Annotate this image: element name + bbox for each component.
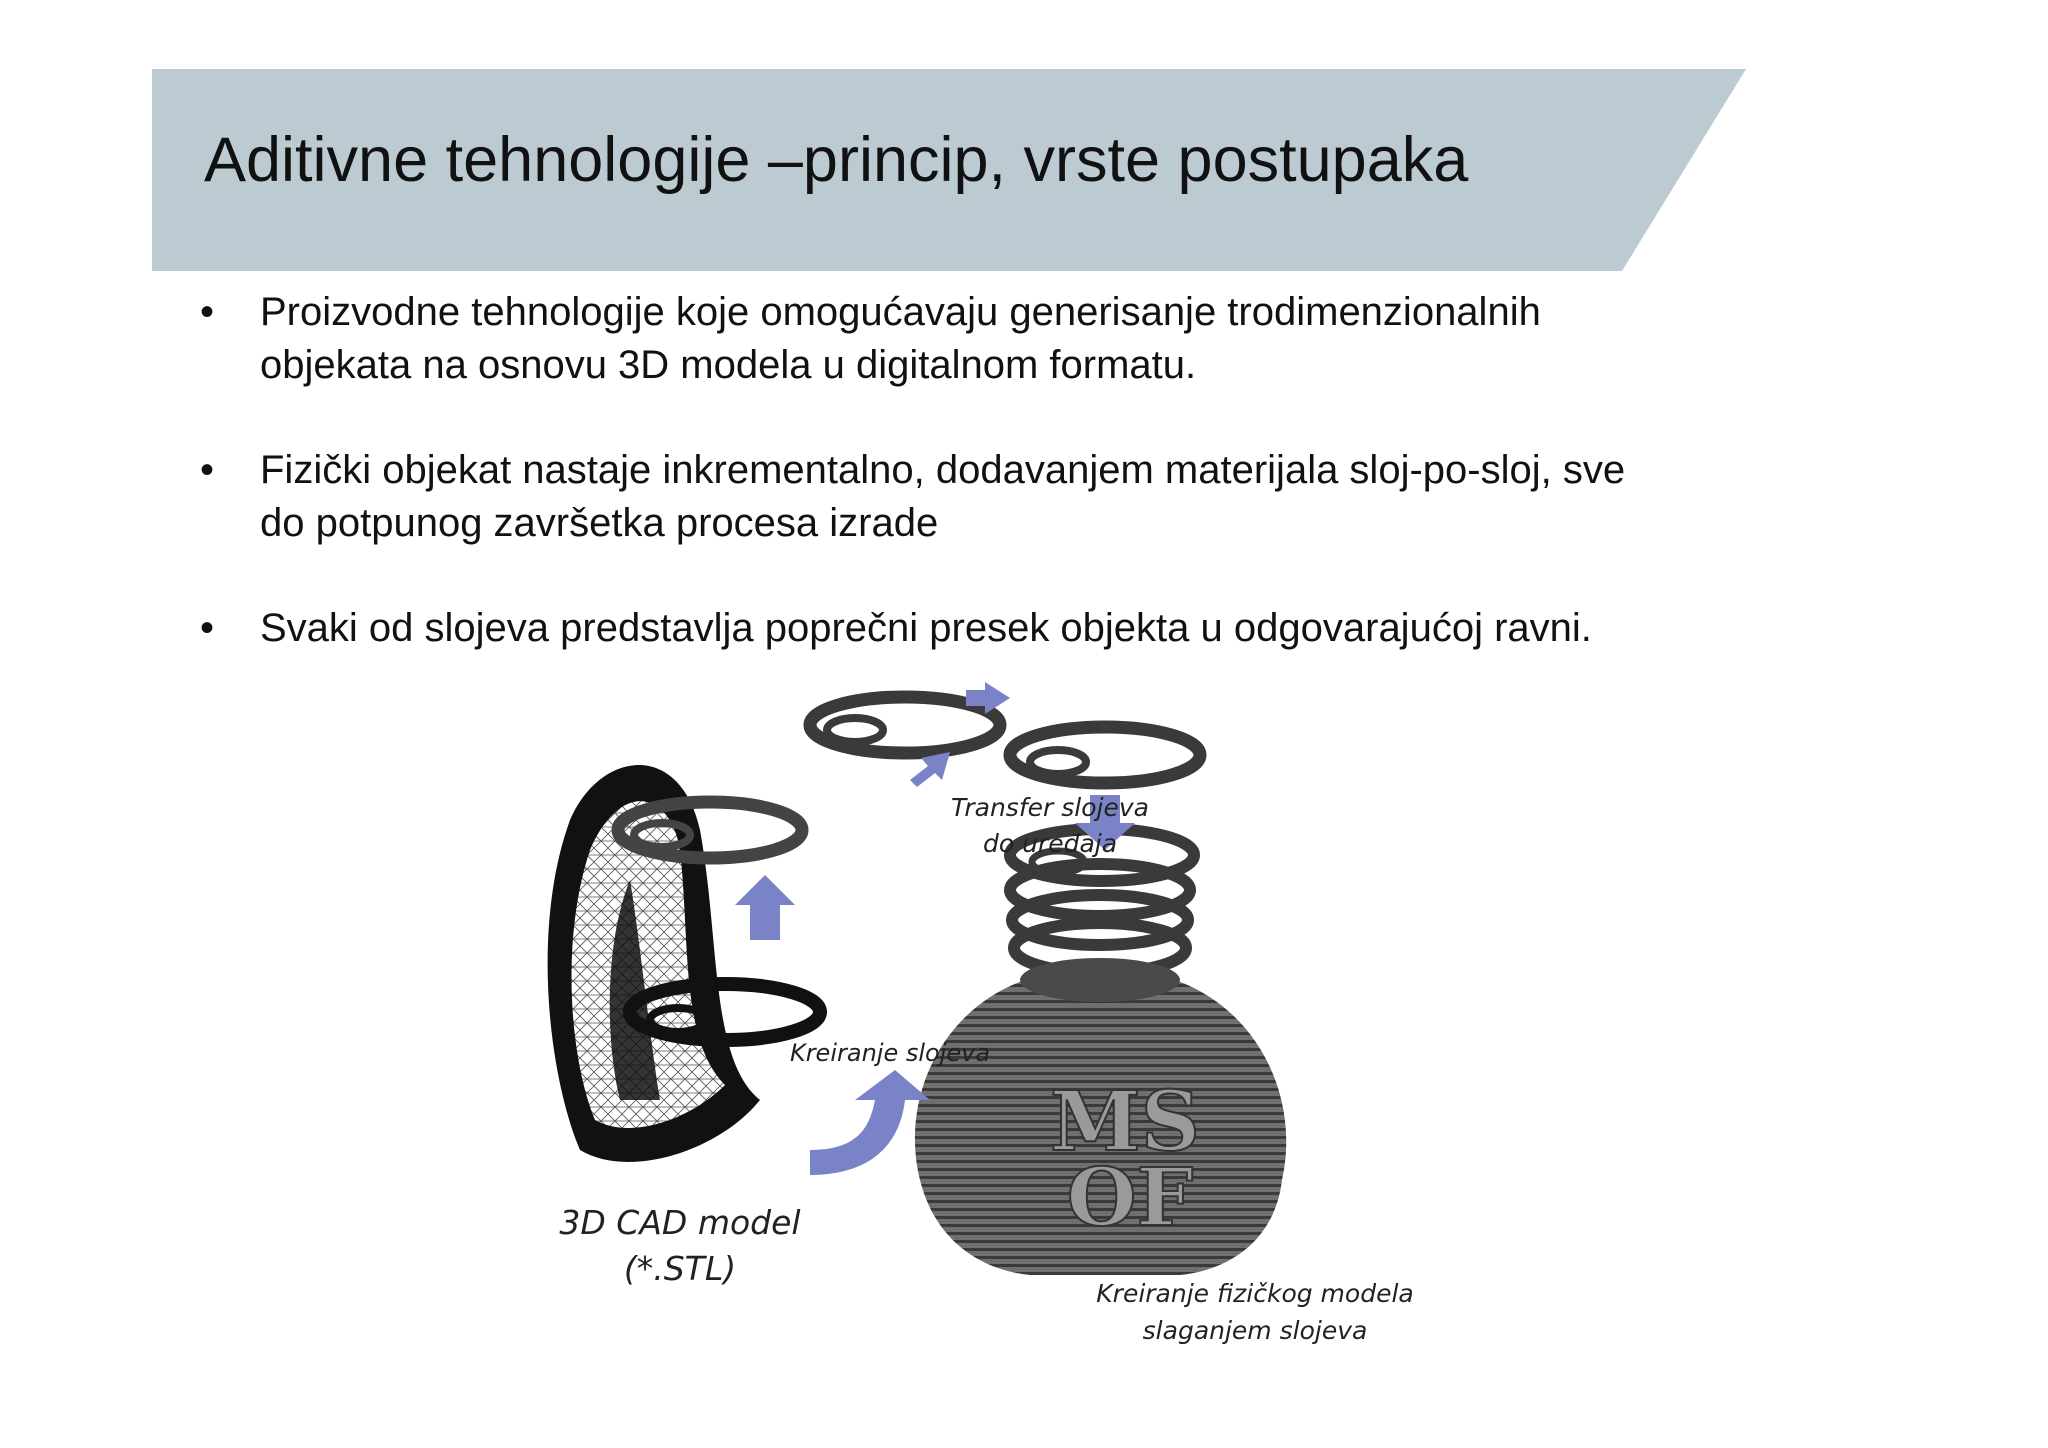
caption-line: Kreiranje fizičkog modela [1096,1279,1414,1308]
bullet-dot: • [200,448,215,492]
caption-line: 3D CAD model [559,1203,801,1242]
transfer-caption [950,790,1150,862]
physical-layered-model [915,958,1286,1275]
caption-line: Transfer slojeva [951,793,1149,822]
caption-line: (*.STL) [623,1249,737,1288]
physical-model-caption [1065,1275,1445,1349]
bullet-list [200,286,1840,655]
additive-process-diagram [510,680,1450,1370]
bullet-text-line: Svaki od slojeva predstavlja poprečni presek objekta u odgovarajućoj ravni. [260,606,1592,650]
slicing-caption: Kreiranje slojeva [789,1039,991,1067]
caption-line: do uređaja [982,829,1118,858]
bullet-dot: • [200,606,215,650]
model-embossed-letters: OF [1066,1150,1194,1244]
bullet-text-line: do potpunog završetka procesa izrade [260,501,939,545]
cad-model-caption [510,1200,850,1292]
bullet-text-line: Fizički objekat nastaje inkrementalno, dodavanjem materijala sloj-po-sloj, sve [260,448,1626,492]
caption-line: slaganjem slojeva [1142,1316,1368,1345]
bullet-item [200,602,1840,655]
bullet-item [200,444,1840,550]
title-banner [0,0,2048,300]
bullet-item [200,286,1840,392]
curved-arrow-icon [810,1070,930,1175]
slide-title: Aditivne tehnologije –princip, vrste postupaka [204,125,1469,195]
bullet-text-line: Proizvodne tehnologije koje omogućavaju generisanje trodimenzionalnih [260,290,1541,334]
bullet-dot: • [200,290,215,334]
up-arrow-icon [735,875,795,940]
model-embossed-letters: MS [1050,1074,1200,1170]
bullet-text-line: objekata na osnovu 3D modela u digitalnom formatu. [260,343,1197,387]
